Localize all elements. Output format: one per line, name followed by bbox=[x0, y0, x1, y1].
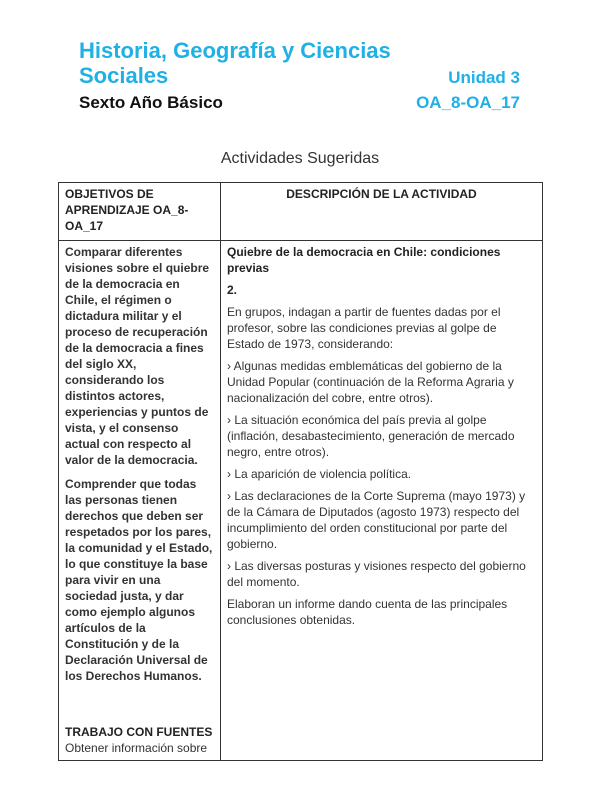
oa-label: OA_8-OA_17 bbox=[416, 93, 520, 112]
table-row bbox=[59, 241, 543, 761]
objective-text: Comprender que todas las personas tienen derechos que deben ser respetados por los pares, la comunidad y el Estado, lo que constituye la base para vivir en una sociedad justa, y dar como ejemplo algunos artículos de la Constitución y de la Declaración Universal de los Derechos Humanos. bbox=[65, 477, 213, 683]
activity-title: Quiebre de la democracia en Chile: condiciones previas bbox=[227, 245, 501, 275]
activity-item: › Algunas medidas emblemáticas del gobierno de la Unidad Popular (continuación de la Reforma Agraria y nacionalización del cobre, entre otros). bbox=[227, 359, 514, 405]
grade-label: Sexto Año Básico bbox=[79, 93, 223, 112]
header-line-3 bbox=[79, 90, 520, 115]
subject-title-line2: Sociales bbox=[79, 63, 169, 88]
subject-title-line1: Historia, Geografía y Ciencias bbox=[79, 38, 391, 63]
activity-intro: En grupos, indagan a partir de fuentes dadas por el profesor, sobre las condiciones previas al golpe de Estado de 1973, considerando: bbox=[227, 305, 501, 351]
header-line-1 bbox=[79, 38, 520, 63]
activity-item: › Las diversas posturas y visiones respecto del gobierno del momento. bbox=[227, 559, 526, 589]
unit-label: Unidad 3 bbox=[448, 68, 520, 87]
skill-text: Obtener información sobre bbox=[65, 741, 208, 755]
activity-closing: Elaboran un informe dando cuenta de las principales conclusiones obtenidas. bbox=[227, 597, 508, 627]
objectives-cell bbox=[59, 241, 221, 761]
activity-item: › Las declaraciones de la Corte Suprema (mayo 1973) y de la Cámara de Diputados (agosto 1973) respecto del incumplimiento del orden constitucional por parte del gobierno. bbox=[227, 489, 526, 551]
activity-item: › La situación económica del país previa al golpe (inflación, desabastecimiento, generación de mercado negro, entre otros). bbox=[227, 413, 515, 459]
section-title: Actividades Sugeridas bbox=[220, 150, 380, 167]
header-objectives: OBJETIVOS DE APRENDIZAJE OA_8-OA_17 bbox=[59, 183, 221, 241]
header-line-2 bbox=[79, 63, 520, 90]
page-header bbox=[79, 38, 520, 115]
table-header-row bbox=[59, 183, 543, 241]
activities-table bbox=[58, 182, 543, 761]
activity-cell bbox=[221, 241, 543, 761]
activity-number: 2. bbox=[227, 283, 238, 297]
objective-text: Comparar diferentes visiones sobre el quiebre de la democracia en Chile, el régimen o dictadura militar y el proceso de recuperación de la democracia a fines del siglo XX, considerando los distintos actores, experiencias y puntos de vista, y el consenso actual con respecto al valor de la democracia. bbox=[65, 245, 210, 467]
header-description: DESCRIPCIÓN DE LA ACTIVIDAD bbox=[221, 183, 543, 241]
skill-title: TRABAJO CON FUENTES bbox=[65, 725, 213, 739]
activity-item: › La aparición de violencia política. bbox=[227, 467, 412, 481]
